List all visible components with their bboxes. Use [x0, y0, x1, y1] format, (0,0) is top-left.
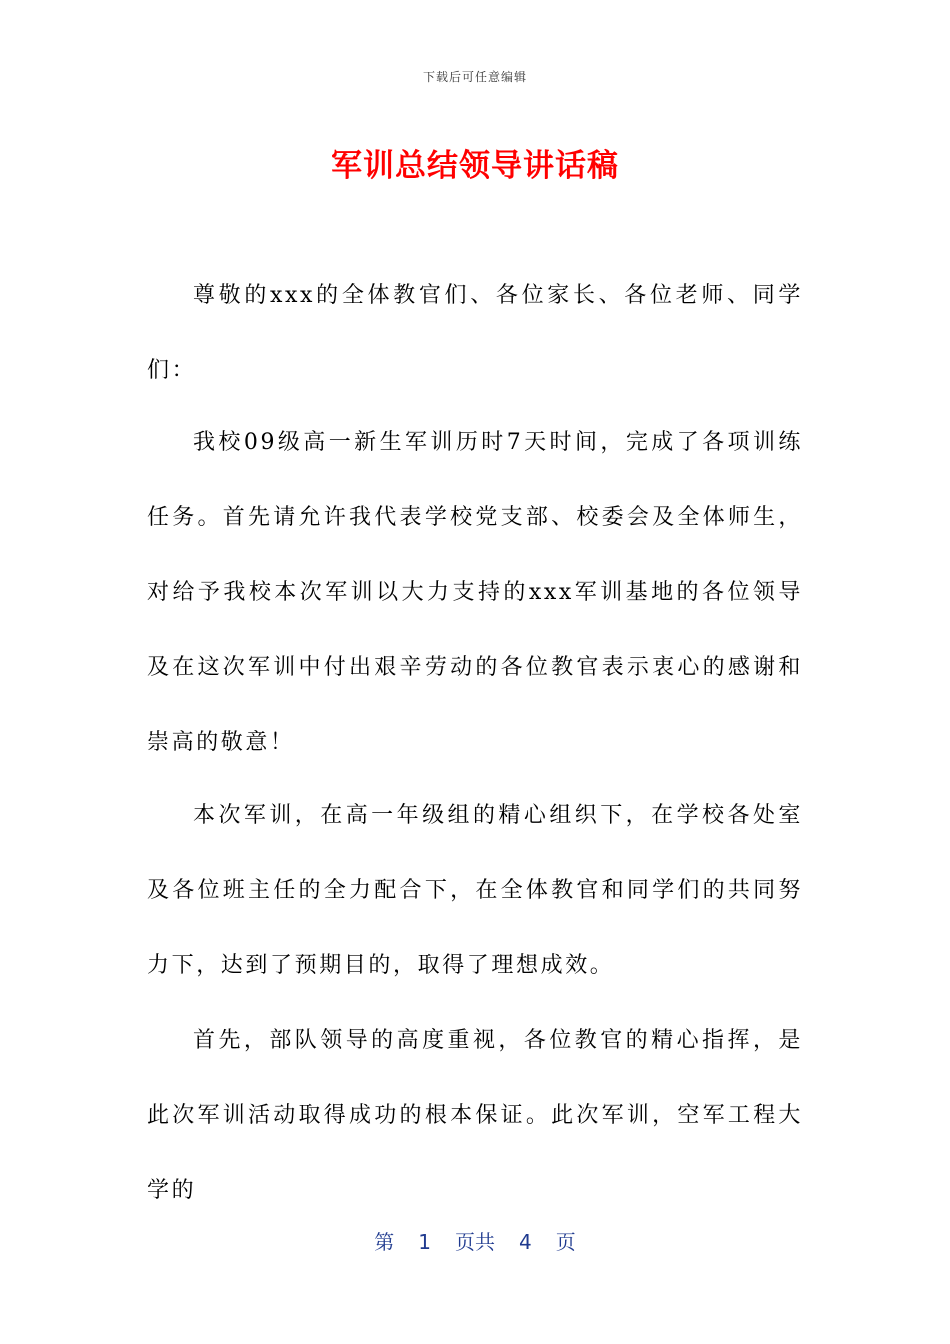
page-current: 1	[418, 1230, 431, 1254]
document-title: 军训总结领导讲话稿	[331, 148, 619, 184]
paragraph: 首先，部队领导的高度重视，各位教官的精心指挥，是此次军训活动取得成功的根本保证。此次军训，空军工程大学的	[147, 1028, 803, 1203]
page-middle: 页共	[455, 1230, 495, 1254]
page-prefix: 第	[374, 1230, 395, 1254]
page-suffix: 页	[555, 1230, 576, 1254]
page-total: 4	[519, 1230, 532, 1254]
paragraph: 我校09级高一新生军训历时7天时间，完成了各项训练任务。首先请允许我代表学校党支部、校委会及全体师生，对给予我校本次军训以大力支持的xxx军训基地的各位领导及在这次军训中付出艰辛劳动的各位教官表示衷心的感谢和崇高的敬意！	[147, 430, 803, 755]
header-note: 下载后可任意编辑	[422, 70, 527, 84]
paragraph: 本次军训，在高一年级组的精心组织下，在学校各处室及各位班主任的全力配合下，在全体教官和同学们的共同努力下，达到了预期目的，取得了理想成效。	[147, 803, 803, 978]
paragraph-salutation: 尊敬的xxx的全体教官们、各位家长、各位老师、同学们：	[147, 283, 803, 383]
page-number-footer	[0, 1226, 950, 1255]
